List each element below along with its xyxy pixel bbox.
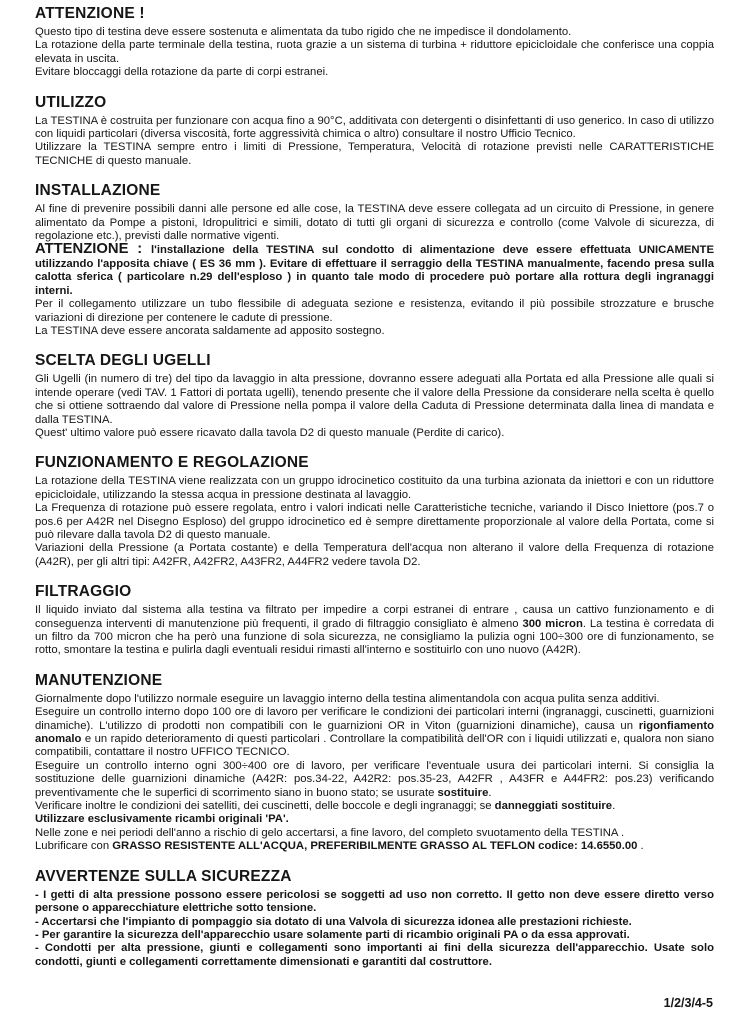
paragraph — [35, 39, 714, 66]
paragraph — [35, 813, 714, 826]
text-run: Quest' ultimo valore può essere ricavato dalla tavola D2 di questo manuale (Perdite di carico). — [35, 426, 505, 439]
paragraph — [35, 542, 714, 569]
text-run: Utilizzare la TESTINA sempre entro i limiti di Pressione, Temperatura, Velocità di rotazione previsti nelle CARATTERISTICHE TECNICHE di questo manuale. — [35, 141, 714, 167]
paragraph — [35, 427, 714, 440]
paragraph — [35, 916, 714, 929]
text-run: Gli Ugelli (in numero di tre) del tipo da lavaggio in alta pressione, dovranno essere adeguati alla Portata ed alla Pressione alle quali si intende operare (vedi TAV. 1 Fattori di portata ugelli), tenendo presente che il valore della Pressione da considerare nella scelta è quello che si ottiene sottraendo dal valore di Pressione nella pompa il valore della Caduta di Pressione determinata dalla linea di mandata e dalla TESTINA. — [35, 373, 714, 426]
text-run: Il liquido inviato dal sistema alla testina va filtrato per impedire a corpi estranei di entrare , causa un cattivo funzionamento e di conseguenza interventi di manutenzione più frequenti, il grado di filtraggio consigliato è almeno — [35, 604, 714, 630]
section-installazione — [35, 182, 714, 338]
text-run: Eseguire un controllo interno ogni 300÷400 ore di lavoro, per verificare l'eventuale usura dei particolari interni. Si consiglia la sostituzione delle guarnizioni dinamiche (A42R: pos.34-22, A42R2: pos.35-23, A42FR , A43FR e A44FR2: pos.23) verificando preventivamente che le superfici di scorrimento siano in buono stato; se usurate — [35, 759, 714, 799]
text-run: . La testina è corredata di un filtro da 700 micron che ha però una funzione di sola sicurezza, ne consigliamo la pulizia ogni 100÷300 ore di funzionamento, se rotto, smontare la testina e pulirla dagli eventuali residui rimasti all'interno e sostituirlo con uno nuovo (A42R). — [35, 617, 714, 657]
text-run: Lubrificare con — [35, 840, 113, 853]
section-heading: MANUTENZIONE — [35, 671, 163, 689]
text-run: . — [488, 786, 492, 799]
text-run: l'installazione della TESTINA sul condotto di alimentazione deve essere effettuata UNICAMENTE utilizzando l'apposita chiave ( ES 36 mm ). Evitare di effettuare il serraggio della TESTINA manualmente, facendo presa sulla calotta sferica ( particolare n.29 dell'esploso ) in quanto tale modo di procedere può portare alla rottura degli ingranaggi interni. — [35, 244, 714, 297]
section-heading: FUNZIONAMENTO E REGOLAZIONE — [35, 454, 309, 472]
text-run: GRASSO RESISTENTE ALL'ACQUA, PREFERIBILMENTE GRASSO AL TEFLON codice: 14.6550.00 — [112, 840, 638, 853]
text-run: sostituire — [437, 786, 489, 799]
text-run: Eseguire un controllo interno dopo 100 ore di lavoro per verificare le condizioni dei particolari interni (ingranaggi, cuscinetti, guarnizioni dinamiche). L'utilizzo di prodotti non compatibili con le guarnizioni OR in Viton (guarnizioni dinamiche), causa un — [35, 706, 714, 732]
paragraph — [35, 800, 714, 813]
paragraph — [35, 889, 714, 916]
text-run: La Frequenza di rotazione può essere regolata, entro i valori indicati nelle Caratteristiche tecniche, variando il Disco Iniettore (pos.7 o pos.6 per A42R nel Disegno Esploso) del gruppo idrocinetico ed è sempre direttamente proporzionale al valore della Portata, come si può rilevare dalla tavola D2 di questo manuale. — [35, 502, 714, 541]
text-run: e un rapido deterioramento di questi particolari . Controllare la compatibilità dell'OR con i liquidi utilizzati e, qualora non siano compatibili, contattare il nostro UFFICO TECNICO. — [35, 733, 714, 759]
section-heading: UTILIZZO — [35, 93, 107, 111]
section-heading: ATTENZIONE ! — [35, 5, 145, 22]
text-run: . — [612, 800, 616, 813]
text-run: - I getti di alta pressione possono essere pericolosi se soggetti ad uso non corretto. Il getto non deve essere diretto verso persone o apparecchiature elettriche sotto tensione. — [35, 888, 714, 915]
text-run: - Condotti per alta pressione, giunti e collegamenti sono importanti ai fini della sicurezza dell'apparecchio. Usate solo condotti, giunti e collegamenti correttamente dimensionati e garantiti dal costruttore. — [35, 942, 714, 968]
paragraph — [35, 325, 714, 338]
section-filtraggio — [35, 583, 714, 658]
document-body — [35, 5, 714, 969]
section-funzionamento-e-regolazione — [35, 454, 714, 569]
paragraph — [35, 298, 714, 325]
text-run: Per il collegamento utilizzare un tubo flessibile di adeguata sezione e resistenza, evitando il più possibile strozzature e brusche variazioni di direzione per contenere le cadute di pressione. — [35, 298, 714, 324]
paragraph — [35, 760, 714, 800]
section-scelta-degli-ugelli — [35, 352, 714, 440]
paragraph — [35, 706, 714, 760]
section-heading: AVVERTENZE SULLA SICUREZZA — [35, 867, 292, 885]
paragraph — [35, 942, 714, 969]
section-heading: FILTRAGGIO — [35, 583, 132, 601]
text-run: - Per garantire la sicurezza dell'apparecchio usare solamente parti di ricambio originali PA o da essa approvati. — [35, 928, 630, 941]
text-run: Evitare bloccaggi della rotazione da parte di corpi estranei. — [35, 66, 329, 79]
paragraph — [35, 502, 714, 542]
text-run: Giornalmente dopo l'utilizzo normale eseguire un lavaggio interno della testina alimentandola con acqua pulita senza additivi. — [35, 692, 660, 705]
paragraph — [35, 693, 714, 706]
section-heading: INSTALLAZIONE — [35, 182, 161, 200]
paragraph — [35, 373, 714, 427]
text-run: Questo tipo di testina deve essere sostenuta e alimentata da tubo rigido che ne impedisce il dondolamento. — [35, 26, 572, 38]
paragraph — [35, 26, 714, 39]
paragraph — [35, 203, 714, 243]
paragraph — [35, 115, 714, 142]
paragraph — [35, 929, 714, 942]
text-run: Verificare inoltre le condizioni dei satelliti, dei cuscinetti, delle boccole e degli ingranaggi; se — [35, 800, 495, 813]
text-run: Variazioni della Pressione (a Portata costante) e della Temperatura dell'acqua non alterano il valore della Frequenza di rotazione (A42R), per gli altri tipi: A42FR, A42FR2, A43FR2, A44FR2 vedere tavola D2. — [35, 542, 714, 568]
text-run: La TESTINA è costruita per funzionare con acqua fino a 90°C, additivata con detergenti o disinfettanti di uso generico. In caso di utilizzo con liquidi particolari (diversa viscosità, forte aggressività chimica o altro) consultare il nostro Ufficio Tecnico. — [35, 114, 714, 141]
text-run: 300 micron — [522, 617, 583, 630]
paragraph — [35, 66, 714, 79]
section-heading: SCELTA DEGLI UGELLI — [35, 352, 211, 370]
page-number: 1/2/3/4-5 — [663, 996, 713, 1010]
text-run: La rotazione della TESTINA viene realizzata con un gruppo idrocinetico costituito da una turbina azionata da iniettori e con un riduttore epicicloidale, utilizzando la stessa acqua in pressione destinata al lavaggio. — [35, 475, 714, 501]
text-run: rigonfiamento anomalo — [35, 719, 714, 746]
section-attenzione — [35, 5, 714, 80]
text-run: danneggiati sostituire — [494, 800, 613, 813]
text-run: Nelle zone e nei periodi dell'anno a rischio di gelo accertarsi, a fine lavoro, del completo svuotamento della TESTINA . — [35, 826, 625, 839]
paragraph — [35, 141, 714, 168]
paragraph — [35, 243, 714, 298]
text-run: Utilizzare esclusivamente ricambi originali 'PA'. — [35, 813, 289, 826]
paragraph — [35, 827, 714, 840]
paragraph — [35, 840, 714, 853]
text-run: - Accertarsi che l'impianto di pompaggio sia dotato di una Valvola di sicurezza idonea alle prestazioni richieste. — [35, 915, 632, 928]
section-avvertenze-sulla-sicurezza — [35, 868, 714, 969]
section-manutenzione — [35, 672, 714, 854]
text-run: La TESTINA deve essere ancorata saldamente ad apposito sostegno. — [35, 324, 385, 337]
paragraph — [35, 475, 714, 502]
paragraph — [35, 604, 714, 658]
section-utilizzo — [35, 94, 714, 169]
text-run: La rotazione della parte terminale della testina, ruota grazie a un sistema di turbina + riduttore epicicloidale che conferisce una coppia elevata in uscita. — [35, 39, 714, 65]
text-run: ATTENZIONE : — [35, 241, 152, 258]
text-run: Al fine di prevenire possibili danni alle persone ed alle cose, la TESTINA deve essere collegata ad un circuito di Pressione, in genere alimentato da Pompe a pistoni, Idropulitrici e simili, dotato di tutti gli organi di sicurezza e controllo (come Valvole di sicurezza, di regolazione etc.), previsti dalle normative vigenti. — [35, 203, 714, 243]
text-run: . — [637, 840, 644, 853]
